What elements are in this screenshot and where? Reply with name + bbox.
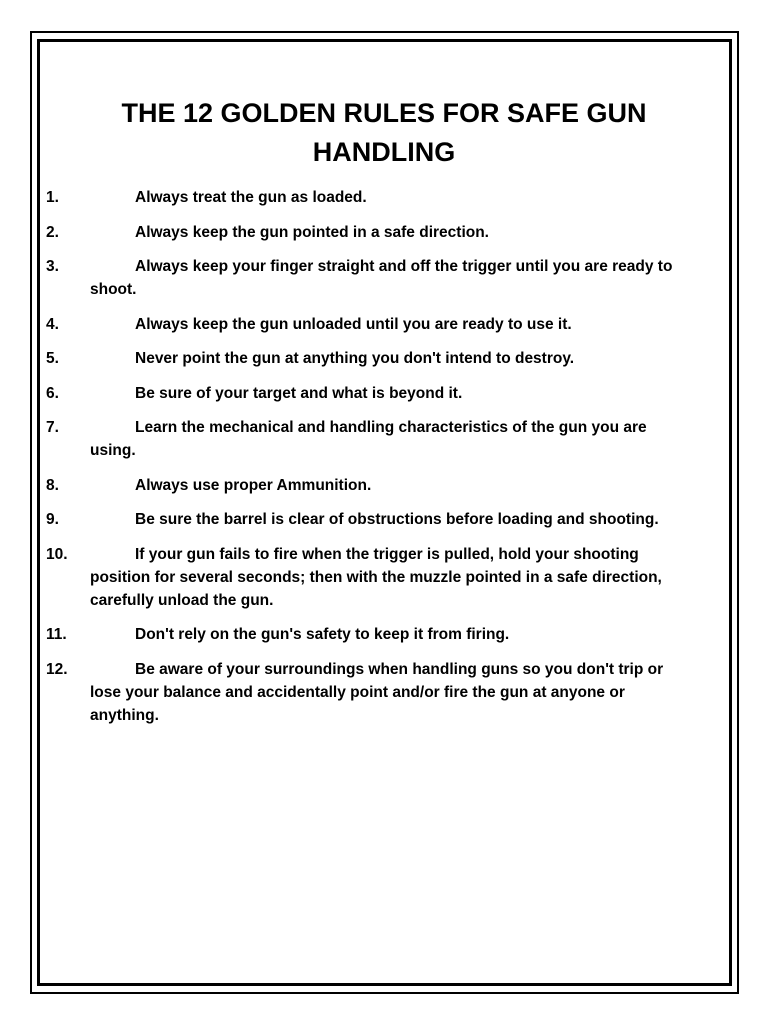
rule-item-9	[46, 508, 680, 531]
rule-item-8	[46, 474, 680, 497]
rule-item-11	[46, 623, 680, 646]
rule-text: Be sure of your target and what is beyond it.	[135, 384, 463, 402]
rules-list	[46, 186, 680, 738]
rule-item-1	[46, 186, 680, 209]
rule-number: 4.	[46, 315, 59, 333]
rule-text: Be sure the barrel is clear of obstructions before loading and shooting.	[135, 511, 659, 528]
rule-number: 11.	[46, 626, 67, 643]
rule-text: Learn the mechanical and handling characteristics of the gun you are using.	[90, 419, 647, 459]
document-title: THE 12 GOLDEN RULES FOR SAFE GUN HANDLING	[121, 98, 647, 167]
rule-number: 5.	[46, 350, 59, 367]
rule-item-5	[46, 347, 680, 370]
rule-number: 10.	[46, 545, 68, 563]
rule-number: 9.	[46, 511, 59, 528]
rule-number: 3.	[46, 258, 59, 275]
rule-item-10	[46, 543, 680, 612]
rule-number: 8.	[46, 476, 59, 494]
rule-text: Be aware of your surroundings when handling guns so you don't trip or lose your balance and accidentally point and/or fire the gun at anyone or anything.	[90, 660, 664, 724]
rule-item-3	[46, 255, 680, 301]
rule-number: 12.	[46, 660, 68, 678]
rule-text: Always keep the gun unloaded until you are ready to use it.	[135, 315, 572, 333]
rule-text: Never point the gun at anything you don't intend to destroy.	[135, 350, 575, 367]
rule-item-12	[46, 658, 680, 727]
rule-text: Always treat the gun as loaded.	[135, 189, 367, 206]
rule-number: 2.	[46, 223, 59, 241]
rule-text: Don't rely on the gun's safety to keep it from firing.	[135, 626, 510, 643]
rule-item-2	[46, 221, 680, 244]
rule-item-4	[46, 313, 680, 336]
rule-text: Always keep the gun pointed in a safe direction.	[135, 223, 489, 241]
rule-text: If your gun fails to fire when the trigger is pulled, hold your shooting position for several seconds; then with the muzzle pointed in a safe direction, carefully unload the gun.	[90, 545, 662, 609]
rule-item-7	[46, 416, 680, 462]
rule-text: Always use proper Ammunition.	[135, 476, 372, 494]
rule-number: 6.	[46, 384, 59, 402]
rule-text: Always keep your finger straight and off the trigger until you are ready to shoot.	[90, 258, 673, 298]
rule-number: 1.	[46, 189, 59, 206]
rule-item-6	[46, 382, 680, 405]
rule-number: 7.	[46, 419, 59, 436]
